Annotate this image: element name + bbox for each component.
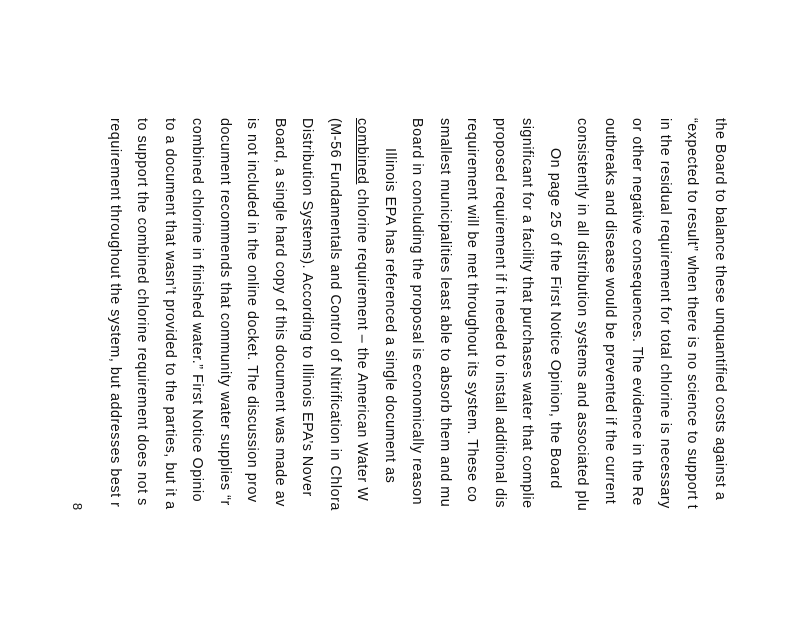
text-line: requirement will be met throughout its system. These co: [464, 118, 481, 503]
text-line: [353, 118, 373, 501]
text-line: in the residual requirement for total chlorine is necessary: [657, 118, 673, 509]
text-line: or other negative consequences. The evidence in the Re: [629, 118, 646, 506]
text-line: Board in concluding the proposal is economically reason: [409, 118, 426, 506]
text-line: document recommends that community water supplies “r: [217, 118, 233, 506]
text-line: significant for a facility that purchases water that complie: [519, 118, 536, 509]
text-line: to a document that wasn’t provided to the parties, but it a: [162, 118, 178, 510]
text-line: Board, a single hard copy of this document was made av: [272, 118, 288, 507]
text-line: proposed requirement if it needed to install additional dis: [492, 118, 508, 509]
text-line: is not included in the online docket. The discussion prov: [244, 118, 261, 503]
text-line: consistently in all distribution systems and associated plu: [574, 118, 591, 512]
text-line: (M-56 Fundamentals and Control of Nitrification in Chlora: [327, 118, 343, 511]
text-line: outbreaks and disease would be prevented if the current: [602, 118, 618, 505]
text-line: the Board to balance these unquantified costs against a: [712, 118, 728, 501]
text-line: On page 25 of the First Notice Opinion, the Board: [547, 148, 563, 489]
text-line: Distribution Systems). According to Illinois EPA’s Nover: [299, 118, 316, 497]
text-fragment: chlorine requirement – the American Water W: [354, 184, 371, 502]
text-line: combined chlorine in finished water.” First Notice Opinio: [189, 118, 206, 503]
rotated-body-text: [90, 118, 730, 628]
page-number: 8: [70, 502, 86, 511]
text-line: requirement throughout the system, but addresses best r: [107, 118, 123, 508]
text-line: smallest municipalities least able to absorb them and mu: [437, 118, 453, 508]
text-line: “expected to result” when there is no science to support t: [684, 118, 701, 510]
underlined-word: combined: [354, 118, 371, 185]
text-line: to support the combined chlorine requirement does not s: [134, 118, 151, 506]
text-line: Illinois EPA has referenced a single document as: [382, 148, 398, 484]
